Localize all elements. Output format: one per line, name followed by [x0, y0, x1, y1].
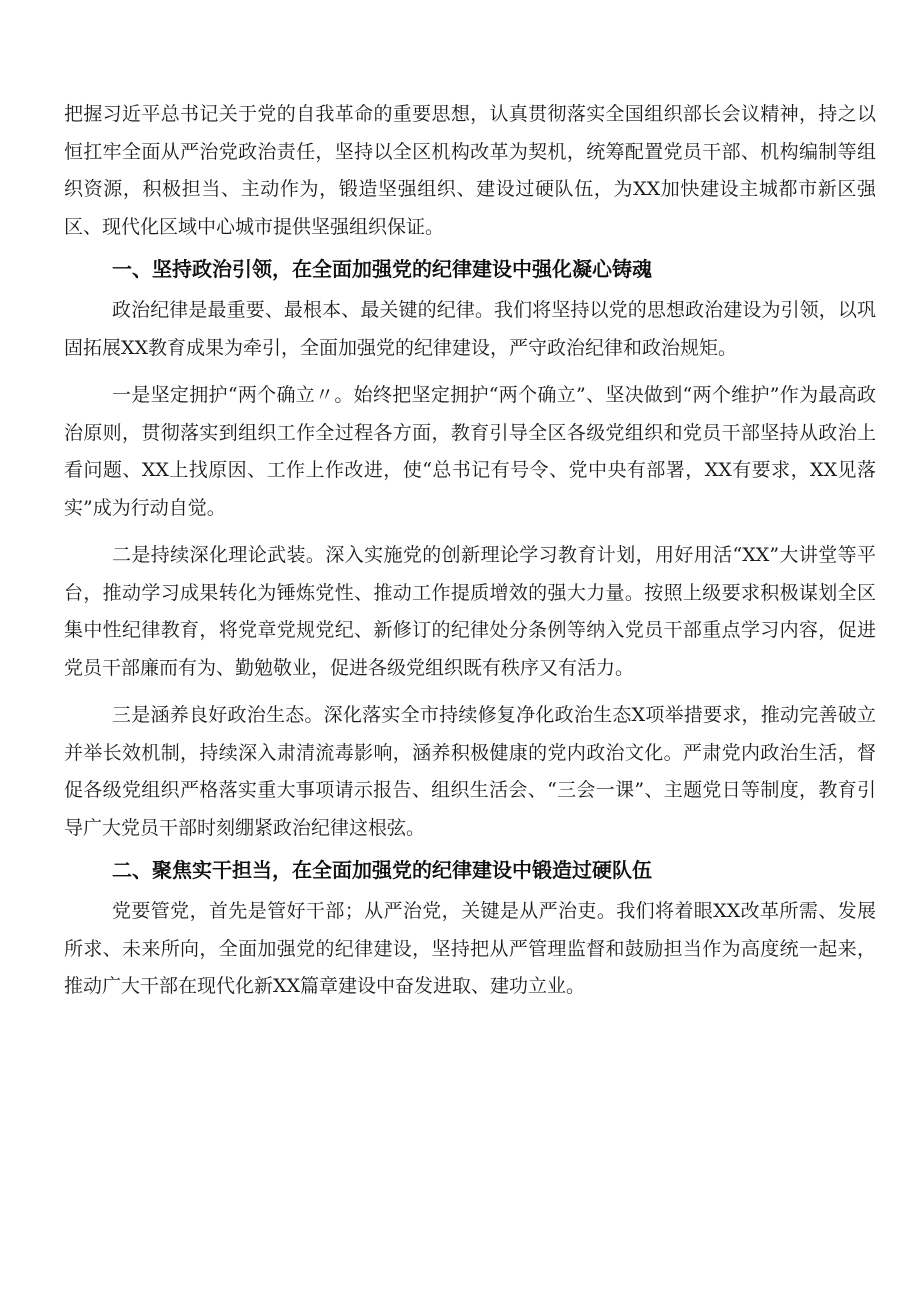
- section-2-heading: 二、聚焦实干担当，在全面加强党的纪律建设中锻造过硬队伍: [112, 858, 652, 882]
- section-1-point-3-paragraph: 三是涵养良好政治生态。深化落实全市持续修复净化政治生态X项举措要求，推动完善破立并举长效机制，持续深入肃清流毒影响，涵养积极健康的党内政治文化。严肃党内政治生活，督促各级党组织严格落实重大事项请示报告、组织生活会、“三会一课”、主题党日等制度，教育引导广大党员干部时刻绷紧政治纪律这根弦。: [64, 704, 876, 839]
- document-page: [64, 96, 876, 1006]
- intro-paragraph: 把握习近平总书记关于党的自我革命的重要思想，认真贯彻落实全国组织部长会议精神，持之以恒扛牢全面从严治党政治责任，坚持以全区机构改革为契机，统筹配置党员干部、机构编制等组织资源，积极担当、主动作为，锻造坚强组织、建设过硬队伍，为XX加快建设主城都市新区强区、现代化区域中心城市提供坚强组织保证。: [64, 103, 876, 238]
- section-2-lead-paragraph: 党要管党，首先是管好干部；从严治党，关键是从严治吏。我们将着眼XX改革所需、发展所求、未来所向，全面加强党的纪律建设，坚持把从严管理监督和鼓励担当作为高度统一起来，推动广大干部在现代化新XX篇章建设中奋发进取、建功立业。: [64, 900, 876, 997]
- section-1-point-1-paragraph: 一是坚定拥护“两个确立〃。始终把坚定拥护“两个确立”、坚决做到“两个维护”作为最高政治原则，贯彻落实到组织工作全过程各方面，教育引导全区各级党组织和党员干部坚持从政治上看问题、XX上找原因、工作上作改进，使“总书记有号令、党中央有部署，XX有要求，XX见落实”成为行动自觉。: [64, 384, 876, 519]
- section-1-point-2-paragraph: 二是持续深化理论武装。深入实施党的创新理论学习教育计划，用好用活“XX”大讲堂等平台，推动学习成果转化为锤炼党性、推动工作提质增效的强大力量。按照上级要求积极谋划全区集中性纪律教育，将党章党规党纪、新修订的纪律处分条例等纳入党员干部重点学习内容，促进党员干部廉而有为、勤勉敬业，促进各级党组织既有秩序又有活力。: [64, 544, 876, 679]
- section-1-lead-paragraph: 政治纪律是最重要、最根本、最关键的纪律。我们将坚持以党的思想政治建设为引领，以巩固拓展XX教育成果为牵引，全面加强党的纪律建设，严守政治纪律和政治规矩。: [64, 299, 876, 359]
- section-1-heading: 一、坚持政治引领，在全面加强党的纪律建设中强化凝心铸魂: [112, 257, 652, 281]
